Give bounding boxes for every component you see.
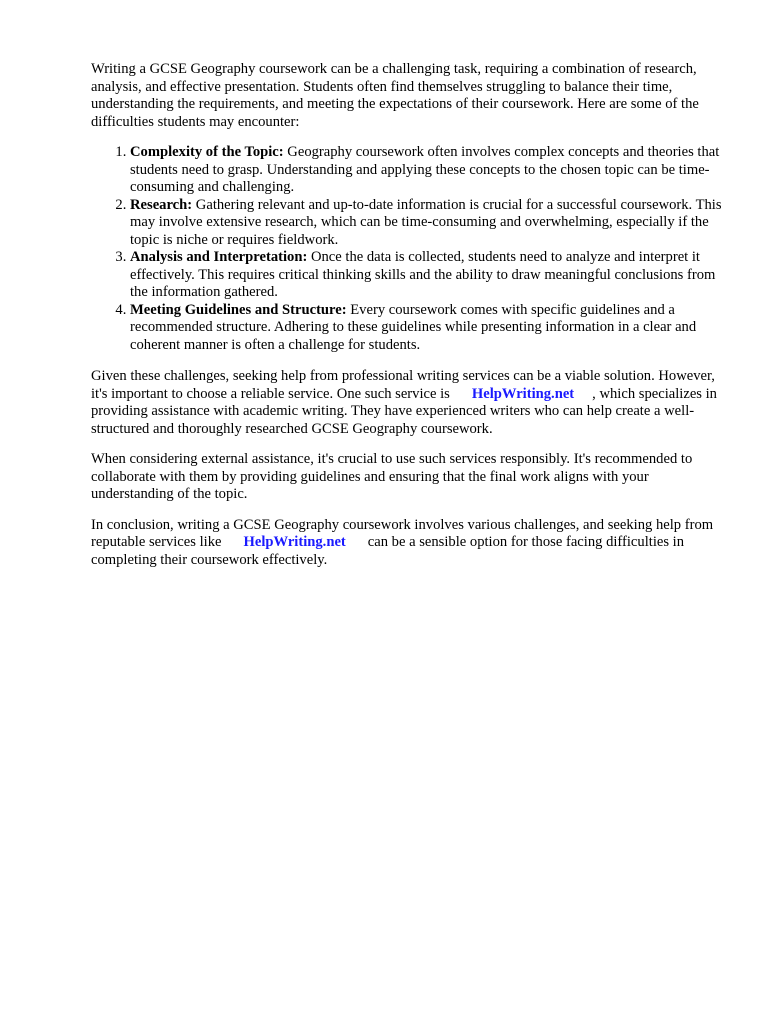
list-item-research xyxy=(130,197,731,250)
service-text-before: Given these challenges, seeking help from professional writing services can be a viable solution. However, it's important to choose a reliable service. One such service is xyxy=(91,368,715,402)
conclusion-text-after: can be a sensible option for those facing difficulties in completing their coursework effectively. xyxy=(91,534,685,568)
conclusion-text-before: In conclusion, writing a GCSE Geography coursework involves various challenges, and seeking help from reputable services like xyxy=(91,516,714,550)
service-text-after: , which specializes in providing assistance with academic writing. They have experienced writers who can help create a well-structured and thoroughly researched GCSE Geography coursework. xyxy=(91,385,717,437)
list-item-text: Once the data is collected, students need to analyze and interpret it effectively. This requires critical thinking skills and the ability to draw meaningful conclusions from the information gathered. xyxy=(130,249,716,300)
list-item-complexity xyxy=(130,144,731,197)
list-item-title: Analysis and Interpretation: xyxy=(130,249,308,265)
difficulties-list xyxy=(91,144,731,354)
list-item-text: Gathering relevant and up-to-date information is crucial for a successful coursework. This may involve extensive research, which can be time-consuming and overwhelming, especially if the topic is niche or requires fieldwork. xyxy=(130,196,722,248)
helpwriting-link-conclusion[interactable]: HelpWriting.net xyxy=(243,534,346,550)
list-item-title: Complexity of the Topic: xyxy=(130,144,284,160)
list-item-guidelines xyxy=(130,302,731,355)
list-item-title: Meeting Guidelines and Structure: xyxy=(130,301,347,318)
conclusion-paragraph xyxy=(91,517,731,570)
helpwriting-link[interactable]: HelpWriting.net xyxy=(471,385,575,402)
intro-paragraph: Writing a GCSE Geography coursework can be a challenging task, requiring a combination of research, analysis, and effective presentation. Students often find themselves struggling to balance their time, understanding the requirements, and meeting the expectations of their coursework. Here are some of the difficulties students may encounter: xyxy=(91,61,699,130)
responsibility-paragraph: When considering external assistance, it's crucial to use such services responsibly. It's recommended to collaborate with them by providing guidelines and ensuring that the final work aligns with your understanding of the topic. xyxy=(91,451,693,502)
list-item-text: Geography coursework often involves complex concepts and theories that students need to grasp. Understanding and applying these concepts to the chosen topic can be time-consuming and challenging. xyxy=(130,144,720,195)
list-item-analysis xyxy=(130,249,731,302)
document-page xyxy=(91,61,731,582)
list-item-text: Every coursework comes with specific guidelines and a recommended structure. Adhering to these guidelines while presenting information in a clear and coherent manner is often a challenge for students. xyxy=(130,301,697,353)
service-paragraph xyxy=(91,368,731,438)
list-item-title: Research: xyxy=(130,196,193,213)
